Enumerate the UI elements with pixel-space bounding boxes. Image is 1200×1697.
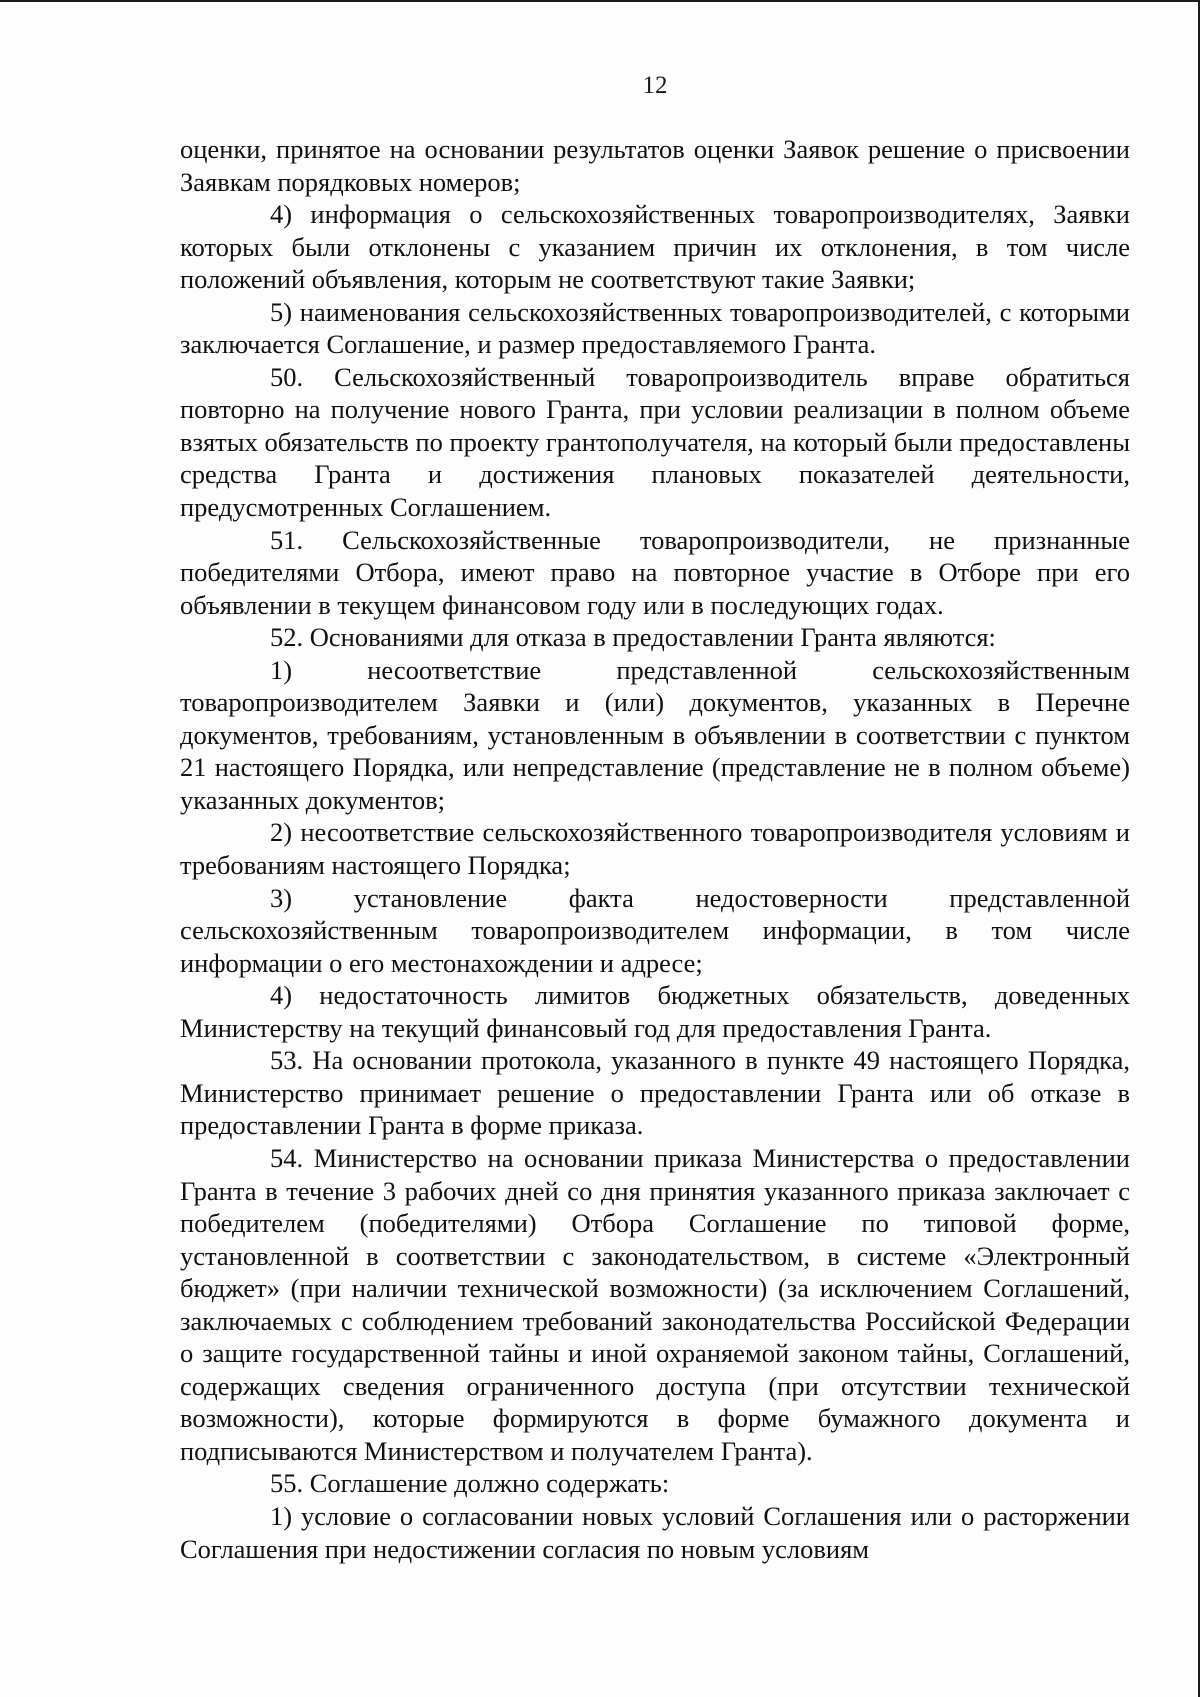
paragraph-item-5: 5) наименования сельскохозяйственных товаропроизводителей, с которыми заключается Соглашение, и размер предоставляемого Гранта. xyxy=(180,296,1130,360)
paragraph-54: 54. Министерство на основании приказа Министерства о предоставлении Гранта в течение 3 рабочих дней со дня принятия указанного приказа заключает с победителем (победителями) Отбора Соглашение по типовой форме, установленной в соответствии с законодательством, в системе «Электронный бюджет» (при наличии технической возможности) (за исключением Соглашений, заключаемых с соблюдением требований законодательства Российской Федерации о защите государственной тайны и иной охраняемой законом тайны, Соглашений, содержащих сведения ограниченного доступа (при отсутствии технической возможности), которые формируются в форме бумажного документа и подписываются Министерством и получателем Гранта). xyxy=(180,1142,1130,1466)
paragraph-52-item-4: 4) недостаточность лимитов бюджетных обязательств, доведенных Министерству на текущий финансовый год для предоставления Гранта. xyxy=(180,980,1130,1043)
paragraph-item-4: 4) информация о сельскохозяйственных товаропроизводителях, Заявки которых были отклонены с указанием причин их отклонения, в том числе положений объявления, которым не соответствуют такие Заявки; xyxy=(180,199,1130,295)
paragraph-52-item-2: 2) несоответствие сельскохозяйственного товаропроизводителя условиям и требованиям настоящего Порядка; xyxy=(180,817,1130,881)
page-number: 12 xyxy=(642,72,668,99)
paragraph-51: 51. Сельскохозяйственные товаропроизводители, не признанные победителями Отбора, имеют право на повторное участие в Отборе при его объявлении в текущем финансовом году или в последующих годах. xyxy=(180,524,1130,620)
paragraph-continuation: оценки, принятое на основании результатов оценки Заявок решение о присвоении Заявкам порядковых номеров; xyxy=(180,134,1130,197)
paragraph-52-item-1: 1) несоответствие представленной сельскохозяйственным товаропроизводителем Заявки и (или) документов, указанных в Перечне документов, требованиям, установленным в объявлении в соответствии с пунктом 21 настоящего Порядка, или непредставление (представление не в полном объеме) указанных документов; xyxy=(180,654,1130,815)
scan-edge-top xyxy=(0,0,1200,2)
paragraph-53: 53. На основании протокола, указанного в пункте 49 настоящего Порядка, Министерство принимает решение о предоставлении Гранта или об отказе в предоставлении Гранта в форме приказа. xyxy=(180,1045,1130,1141)
paragraph-50: 50. Сельскохозяйственный товаропроизводитель вправе обратиться повторно на получение нового Гранта, при условии реализации в полном объеме взятых обязательств по проекту грантополучателя, на который были предоставлены средства Гранта и достижения плановых показателей деятельности, предусмотренных Соглашением. xyxy=(180,361,1130,523)
paragraph-55-item-1: 1) условие о согласовании новых условий Соглашения или о расторжении Соглашения при недостижении согласия по новым условиям xyxy=(180,1500,1130,1564)
paragraph-55: 55. Соглашение должно содержать: xyxy=(270,1468,670,1499)
paragraph-52: 52. Основаниями для отказа в предоставлении Гранта являются: xyxy=(270,622,996,653)
paragraph-52-item-3: 3) установление факта недостоверности представленной сельскохозяйственным товаропроизводителем информации, в том числе информации о его местонахождении и адресе; xyxy=(180,882,1130,978)
document-body xyxy=(180,133,1130,1565)
